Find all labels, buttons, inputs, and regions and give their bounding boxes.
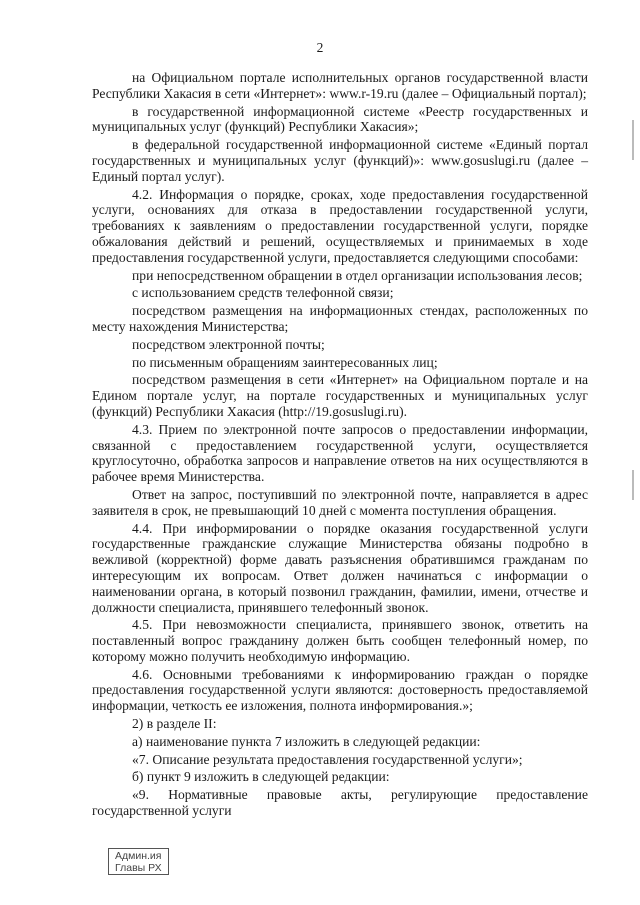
paragraph-registry: в государственной информационной системе «Реестр государственных и муниципальных услуг (функций) Республики Хакасия»; [92, 103, 588, 135]
paragraph-4-6: 4.6. Основными требованиями к информированию граждан о порядке предоставления государственной услуги являются: достоверность предоставляемой информации, четкость ее изложения, полнота информирования.»; [92, 666, 588, 714]
paragraph-email-response: Ответ на запрос, поступивший по электронной почте, направляется в адрес заявителя в срок, не превышающий 10 дней с момента поступления обращения. [92, 486, 588, 518]
paragraph-item-9-title: «9. Нормативные правовые акты, регулирующие предоставление государственной услуги [92, 787, 588, 819]
paragraph-4-2: 4.2. Информация о порядке, сроках, ходе предоставления государственной услуги, основаниях для отказа в предоставлении государственной услуги, требованиях к заявлениям о предоставлении государственной услуги, порядке обжалования действий и решений, осуществляемых и принимаемых в ходе предоставления государственной услуги, предоставляется следующими способами: [92, 186, 588, 265]
page-number: 2 [316, 40, 324, 55]
list-item-stands: посредством размещения на информационных стендах, расположенных по месту нахождения Министерства; [92, 303, 588, 334]
scan-edge-mark [632, 120, 634, 160]
list-item-internet: посредством размещения в сети «Интернет» на Официальном портале и на Едином портале услуг, на портале государственных и муниципальных услуг (функций) Республики Хакасия (http://19.gosuslugi.ru). [92, 372, 588, 419]
list-item-written: по письменным обращениям заинтересованных лиц; [132, 354, 438, 370]
list-item-email: посредством электронной почты; [132, 336, 325, 352]
paragraph-section-2: 2) в разделе II: [132, 716, 217, 732]
paragraph-4-4: 4.4. При информировании о порядке оказания государственной услуги государственные гражданские служащие Министерства обязаны подробно в вежливой (корректной) форме давать разъяснения обратившимся гражданам по интересующим их вопросам. Ответ должен начинаться с информации о наименовании органа, в который позвонил гражданин, фамилии, имени, отчестве и должности специалиста, принявшего телефонный звонок. [92, 520, 588, 615]
document-body [92, 70, 588, 819]
paragraph-4-3: 4.3. Прием по электронной почте запросов о предоставлении информации, связанной с предоставлением государственной услуги, осуществляется круглосуточно, обработка запросов и направление ответов на них осуществляются в рабочее время Министерства. [92, 421, 588, 485]
paragraph-4-5: 4.5. При невозможности специалиста, принявшего звонок, ответить на поставленный вопрос гражданину должен быть сообщен телефонный номер, по которому можно получить необходимую информацию. [92, 617, 588, 664]
paragraph-item-a: а) наименование пункта 7 изложить в следующей редакции: [132, 733, 481, 749]
stamp-line-1: Админ.ия [115, 850, 162, 862]
paragraph-portal-official: на Официальном портале исполнительных органов государственной власти Республики Хакасия в сети «Интернет»: www.r-19.ru (далее – Официальный портал); [92, 70, 588, 101]
list-item-direct-contact: при непосредственном обращении в отдел организации использования лесов; [132, 267, 583, 283]
paragraph-item-b: б) пункт 9 изложить в следующей редакции: [132, 769, 390, 785]
list-item-phone: с использованием средств телефонной связи; [132, 285, 394, 301]
paragraph-unified-portal: в федеральной государственной информационной системе «Единый портал государственных и муниципальных услуг (функций)»: www.gosuslugi.ru (далее – Единый портал услуг). [92, 137, 588, 184]
paragraph-item-7-title: «7. Описание результата предоставления государственной услуги»; [132, 751, 523, 767]
registration-stamp [108, 848, 169, 875]
stamp-line-2: Главы РХ [115, 862, 162, 874]
scan-edge-mark [632, 470, 634, 500]
